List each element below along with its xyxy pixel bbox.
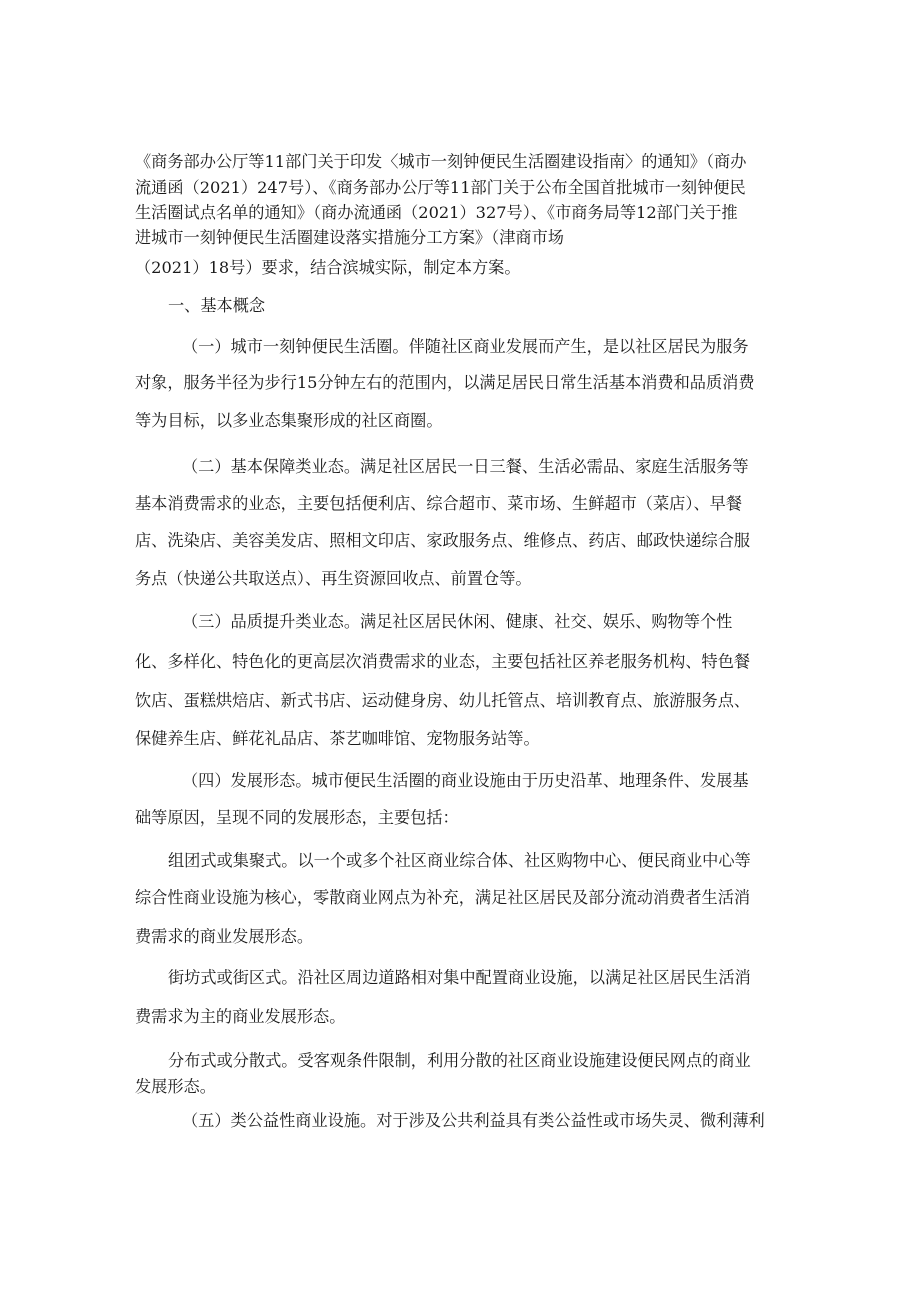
- text-line: （三）品质提升类业态。满足社区居民休闲、健康、社交、娱乐、购物等个性: [182, 612, 733, 631]
- text-line: 饮店、蛋糕烘焙店、新式书店、运动健身房、幼儿托管点、培训教育点、旅游服务点、: [135, 691, 751, 710]
- text-line: 基本消费需求的业态，主要包括便利店、综合超市、菜市场、生鲜超市（菜店）、早餐: [135, 494, 743, 513]
- text-line: 《商务部办公厅等11部门关于印发〈城市一刻钟便民生活圈建设指南〉的通知》（商办: [135, 152, 747, 171]
- text-line: 础等原因，呈现不同的发展形态，主要包括：: [135, 808, 459, 827]
- text-line: （四）发展形态。城市便民生活圈的商业设施由于历史沿革、地理条件、发展基: [182, 771, 749, 790]
- text-line: 流通函（2021）247号）、《商务部办公厅等11部门关于公布全国首批城市一刻钟便民: [135, 178, 746, 197]
- text-line: 务点（快递公共取送点）、再生资源回收点、前置仓等。: [135, 569, 532, 588]
- text-line: 化、多样化、特色化的更高层次消费需求的业态，主要包括社区养老服务机构、特色餐: [135, 652, 751, 671]
- text-line: 综合性商业设施为核心，零散商业网点为补充，满足社区居民及部分流动消费者生活消: [135, 888, 751, 907]
- text-line: 街坊式或街区式。沿社区周边道路相对集中配置商业设施，以满足社区居民生活消: [168, 968, 751, 987]
- text-line: （一）城市一刻钟便民生活圈。伴随社区商业发展而产生，是以社区居民为服务: [182, 337, 749, 356]
- text-line: 保健养生店、鲜花礼品店、茶艺咖啡馆、宠物服务站等。: [135, 729, 540, 748]
- text-line: 费需求的商业发展形态。: [135, 927, 314, 946]
- text-line: 发展形态。: [135, 1077, 216, 1096]
- text-line: 进城市一刻钟便民生活圈建设落实措施分工方案》（津商市场: [135, 228, 564, 247]
- text-line: 组团式或集聚式。以一个或多个社区商业综合体、社区购物中心、便民商业中心等: [168, 851, 751, 870]
- text-line: 等为目标，以多业态集聚形成的社区商圈。: [135, 411, 443, 430]
- section-heading: 一、基本概念: [168, 296, 266, 315]
- text-line: 费需求为主的商业发展形态。: [135, 1007, 346, 1026]
- text-line: 对象，服务半径为步行15分钟左右的范围内，以满足居民日常生活基本消费和品质消费: [135, 373, 755, 392]
- text-line: 分布式或分散式。受客观条件限制，利用分散的社区商业设施建设便民网点的商业: [168, 1051, 751, 1070]
- text-line: 生活圈试点名单的通知》（商办流通函（2021）327号）、《市商务局等12部门关于推: [135, 203, 738, 222]
- text-line: （二）基本保障类业态。满足社区居民一日三餐、生活必需品、家庭生活服务等: [182, 457, 749, 476]
- text-line: 店、洗染店、美容美发店、照相文印店、家政服务点、维修点、药店、邮政快递综合服: [135, 531, 751, 550]
- text-line: （2021）18号）要求，结合滨城实际，制定本方案。: [135, 258, 521, 277]
- text-line: （五）类公益性商业设施。对于涉及公共利益具有类公益性或市场失灵、微利薄利: [182, 1111, 765, 1130]
